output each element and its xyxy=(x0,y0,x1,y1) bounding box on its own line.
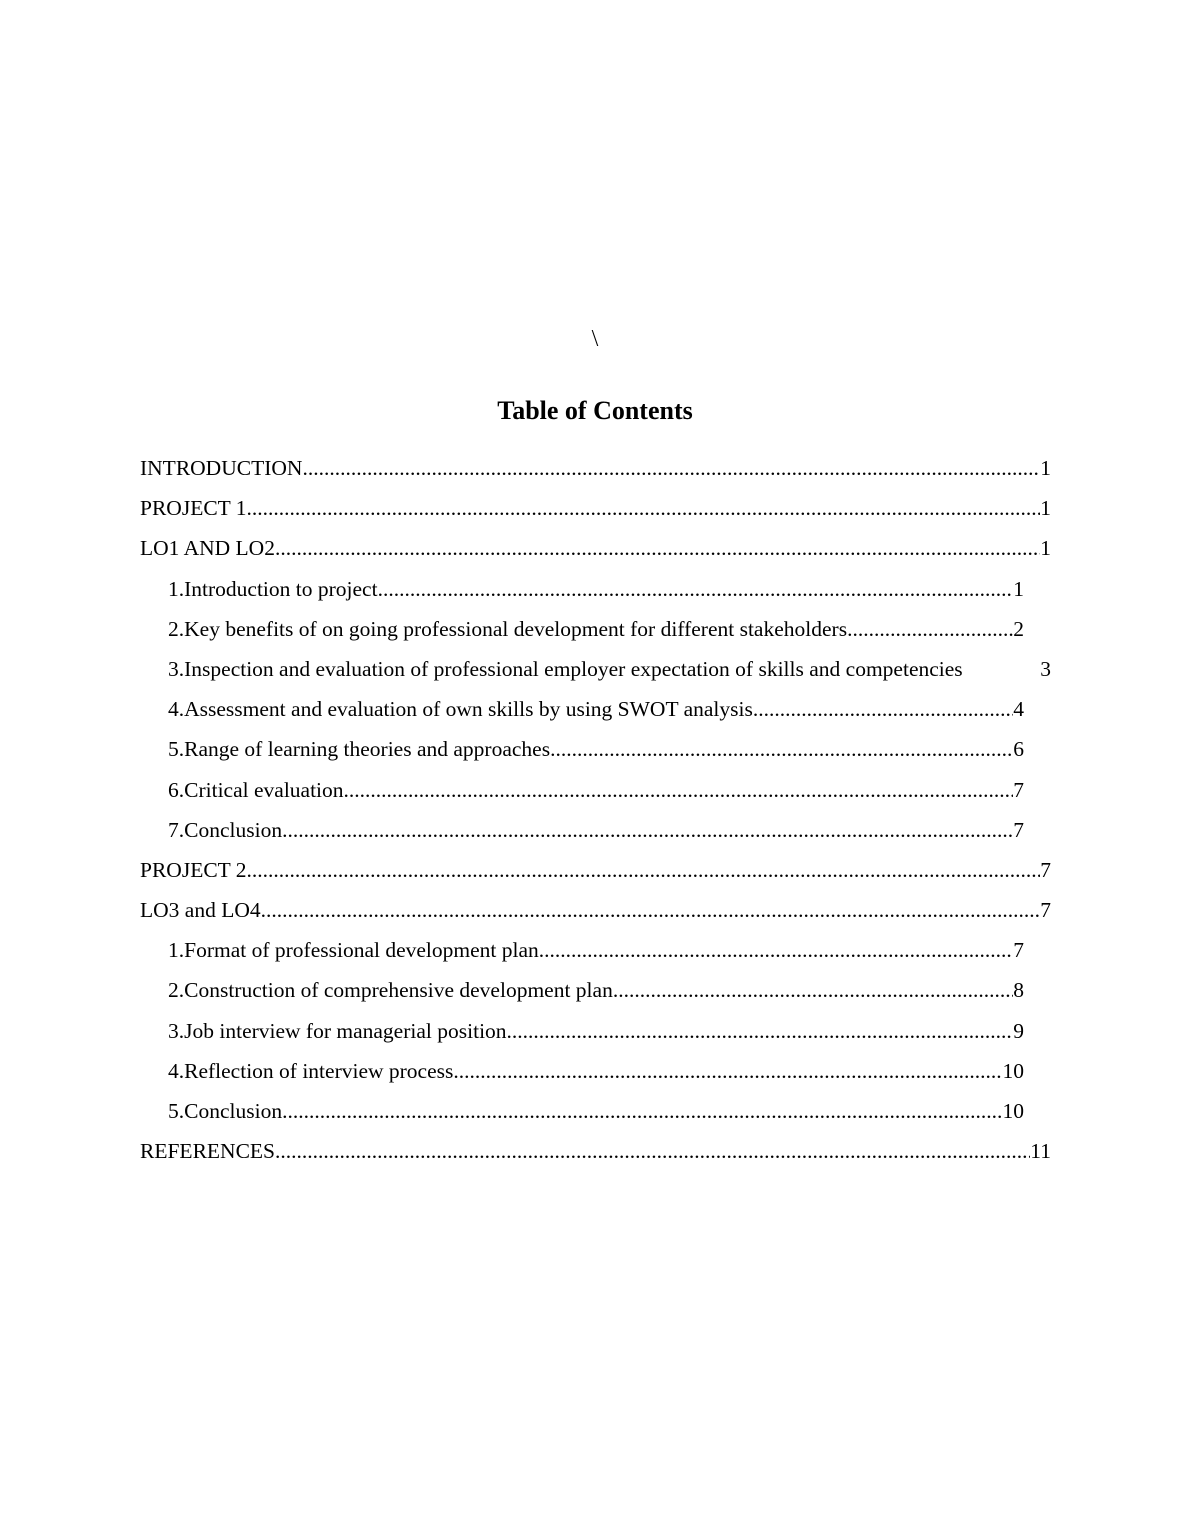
toc-page-number: 8 xyxy=(1013,978,1024,1003)
toc-entry-label[interactable]: 6.Critical evaluation xyxy=(168,777,344,802)
toc-entry-label[interactable]: LO3 and LO4 xyxy=(140,898,261,923)
toc-entry-conclusion-1[interactable] xyxy=(168,810,1024,850)
toc-leader xyxy=(550,729,1013,769)
toc-entry-lo1-lo2[interactable] xyxy=(140,528,1051,568)
toc-entry-label[interactable]: 5.Range of learning theories and approaches xyxy=(168,737,551,762)
toc-entry-reflection-interview[interactable] xyxy=(168,1051,1024,1091)
toc-page-number: 7 xyxy=(1040,898,1051,923)
toc-leader xyxy=(453,1051,1002,1091)
toc-entry-label[interactable]: 5.Conclusion xyxy=(168,1099,283,1123)
toc-entry-learning-theories[interactable] xyxy=(168,729,1024,769)
toc-page-number: 11 xyxy=(1030,1139,1051,1164)
toc-entry-format-development-plan[interactable] xyxy=(168,930,1024,970)
toc-page-number: 10 xyxy=(1002,1058,1024,1083)
toc-page-number: 3 xyxy=(1040,656,1051,681)
toc-leader xyxy=(753,689,1013,729)
toc-page-number: 7 xyxy=(1013,817,1024,842)
toc-leader xyxy=(539,930,1013,970)
toc-leader xyxy=(613,970,1013,1010)
toc-page-number: 1 xyxy=(1013,576,1024,601)
toc-page-number: 10 xyxy=(1002,1099,1024,1123)
toc-leader xyxy=(282,1091,1002,1131)
toc-entry-label[interactable]: LO1 AND LO2 xyxy=(140,536,275,561)
toc-entry-critical-evaluation[interactable] xyxy=(168,770,1024,810)
toc-entry-label[interactable]: 3.Inspection and evaluation of professional employer expectation of skills and competencies xyxy=(168,656,963,681)
toc-entry-label[interactable]: 4.Reflection of interview process xyxy=(168,1058,454,1083)
toc-entry-conclusion-2[interactable] xyxy=(168,1091,1024,1131)
toc-leader xyxy=(247,850,1041,890)
table-of-contents xyxy=(0,448,1190,1171)
toc-entry-label[interactable]: PROJECT 2 xyxy=(140,857,247,882)
toc-leader xyxy=(507,1011,1014,1051)
toc-page-number: 9 xyxy=(1013,1018,1024,1043)
toc-leader xyxy=(261,890,1041,930)
toc-entry-label[interactable]: 1.Introduction to project xyxy=(168,576,378,601)
toc-page-number: 2 xyxy=(1013,616,1024,641)
toc-entry-introduction[interactable] xyxy=(140,448,1051,488)
toc-entry-label[interactable]: 1.Format of professional development plan xyxy=(168,938,539,963)
toc-page-number: 4 xyxy=(1013,697,1024,722)
toc-entry-construction-development-plan[interactable] xyxy=(168,970,1024,1010)
toc-entry-project-1[interactable] xyxy=(140,488,1051,528)
toc-entry-swot-analysis[interactable] xyxy=(168,689,1024,729)
toc-entry-project-2[interactable] xyxy=(140,850,1051,890)
toc-page-number: 7 xyxy=(1013,777,1024,802)
toc-title: Table of Contents xyxy=(497,396,693,425)
toc-entry-label[interactable]: INTRODUCTION xyxy=(140,456,303,480)
toc-page-number: 7 xyxy=(1013,938,1024,963)
toc-page-number: 1 xyxy=(1040,536,1051,561)
toc-entry-job-interview[interactable] xyxy=(168,1011,1024,1051)
top-mark: \ xyxy=(591,326,599,352)
toc-entry-introduction-to-project[interactable] xyxy=(168,569,1024,609)
toc-leader xyxy=(282,810,1013,850)
toc-entry-lo3-lo4[interactable] xyxy=(140,890,1051,930)
toc-entry-references[interactable] xyxy=(140,1131,1051,1171)
toc-leader xyxy=(247,488,1041,528)
toc-leader xyxy=(302,448,1040,488)
toc-entry-label[interactable]: REFERENCES xyxy=(140,1139,275,1164)
toc-page-number: 1 xyxy=(1040,456,1051,480)
toc-page-number: 7 xyxy=(1040,857,1051,882)
toc-entry-label[interactable]: PROJECT 1 xyxy=(140,496,247,521)
toc-entry-label[interactable]: 7.Conclusion xyxy=(168,817,283,842)
toc-leader xyxy=(275,528,1040,568)
toc-entry-inspection-evaluation[interactable] xyxy=(168,649,1051,689)
toc-entry-key-benefits[interactable] xyxy=(168,609,1024,649)
toc-entry-label[interactable]: 2.Construction of comprehensive development plan xyxy=(168,978,613,1003)
toc-leader xyxy=(847,609,1013,649)
toc-entry-label[interactable]: 3.Job interview for managerial position xyxy=(168,1018,507,1043)
toc-leader xyxy=(344,770,1014,810)
toc-page-number: 6 xyxy=(1013,737,1024,762)
toc-leader xyxy=(378,569,1014,609)
toc-leader xyxy=(275,1131,1030,1171)
toc-page-number: 1 xyxy=(1040,496,1051,521)
toc-entry-label[interactable]: 4.Assessment and evaluation of own skills by using SWOT analysis xyxy=(168,697,753,722)
toc-entry-label[interactable]: 2.Key benefits of on going professional development for different stakeholders xyxy=(168,616,848,641)
